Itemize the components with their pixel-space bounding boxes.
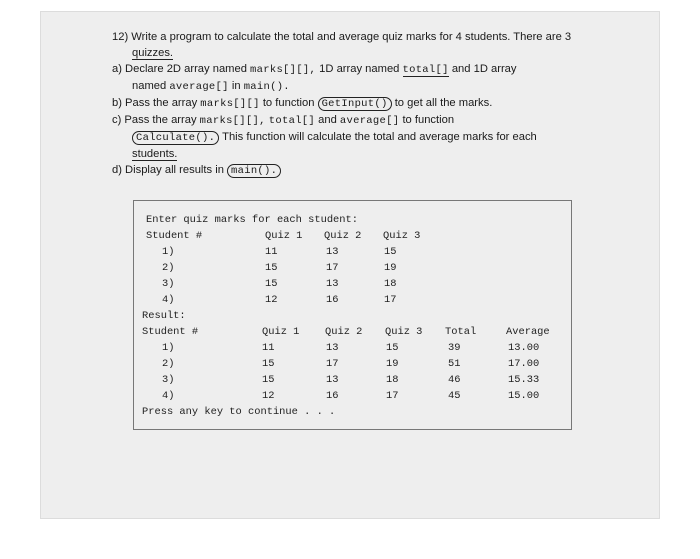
input-row-id: 1): [162, 246, 175, 258]
result-row-q3: 19: [386, 358, 399, 370]
result-row-id: 4): [162, 390, 175, 402]
result-row-id: 3): [162, 374, 175, 386]
item-a: a) Declare 2D array named marks[][], 1D array named total[] and 1D array: [112, 63, 517, 76]
item-a-line2: named average[] in main().: [132, 80, 290, 93]
result-row-average: 15.00: [508, 390, 540, 402]
input-row-q3: 17: [384, 294, 397, 306]
input-row-id: 2): [162, 262, 175, 274]
input-header-quiz3: Quiz 3: [383, 230, 421, 242]
input-row-q1: 11: [265, 246, 278, 258]
question-title: 12) Write a program to calculate the total and average quiz marks for 4 students. There are 3: [112, 31, 572, 43]
input-row-q2: 13: [326, 246, 339, 258]
input-header-quiz1: Quiz 1: [265, 230, 303, 242]
input-row-q3: 15: [384, 246, 397, 258]
input-row-q2: 17: [326, 262, 339, 274]
result-row-average: 15.33: [508, 374, 540, 386]
result-row-q1: 15: [262, 374, 275, 386]
result-row-total: 45: [448, 390, 461, 402]
item-c-line3: students.: [132, 148, 178, 160]
result-row-q3: 15: [386, 342, 399, 354]
result-row-q2: 13: [326, 342, 339, 354]
console-output: [133, 200, 572, 430]
input-header-quiz2: Quiz 2: [324, 230, 362, 242]
result-row-q2: 16: [326, 390, 339, 402]
question-title-cont: quizzes.: [132, 47, 174, 59]
input-row-q1: 15: [265, 262, 278, 274]
question-text: [112, 29, 612, 179]
result-row-total: 39: [448, 342, 461, 354]
console-prompt: Enter quiz marks for each student:: [146, 214, 359, 226]
result-header-quiz3: Quiz 3: [385, 326, 423, 338]
result-row-total: 46: [448, 374, 461, 386]
result-row-q2: 13: [326, 374, 339, 386]
result-row-q1: 15: [262, 358, 275, 370]
result-row-id: 1): [162, 342, 175, 354]
input-row-q2: 16: [326, 294, 339, 306]
result-header-quiz1: Quiz 1: [262, 326, 300, 338]
result-header-average: Average: [506, 326, 550, 338]
result-header-student: Student #: [142, 326, 199, 338]
input-row-q1: 15: [265, 278, 278, 290]
result-row-average: 17.00: [508, 358, 540, 370]
result-row-id: 2): [162, 358, 175, 370]
console-footer: Press any key to continue . . .: [142, 406, 336, 418]
result-row-average: 13.00: [508, 342, 540, 354]
result-row-q3: 17: [386, 390, 399, 402]
input-row-q2: 13: [326, 278, 339, 290]
input-row-id: 4): [162, 294, 175, 306]
result-row-total: 51: [448, 358, 461, 370]
item-b: b) Pass the array marks[][] to function GetInput() to get all the marks.: [112, 97, 493, 110]
input-row-q3: 19: [384, 262, 397, 274]
result-row-q1: 11: [262, 342, 275, 354]
input-row-id: 3): [162, 278, 175, 290]
input-row-q1: 12: [265, 294, 278, 306]
result-row-q1: 12: [262, 390, 275, 402]
input-header-student: Student #: [146, 230, 203, 242]
result-label: Result:: [142, 310, 186, 322]
result-header-quiz2: Quiz 2: [325, 326, 363, 338]
result-header-total: Total: [445, 326, 477, 338]
input-row-q3: 18: [384, 278, 397, 290]
item-c: c) Pass the array marks[][], total[] and average[] to function: [112, 114, 455, 127]
result-row-q3: 18: [386, 374, 399, 386]
item-d: d) Display all results in main().: [112, 162, 612, 179]
result-row-q2: 17: [326, 358, 339, 370]
item-c-line2: Calculate(). This function will calculate the total and average marks for each: [112, 129, 612, 146]
